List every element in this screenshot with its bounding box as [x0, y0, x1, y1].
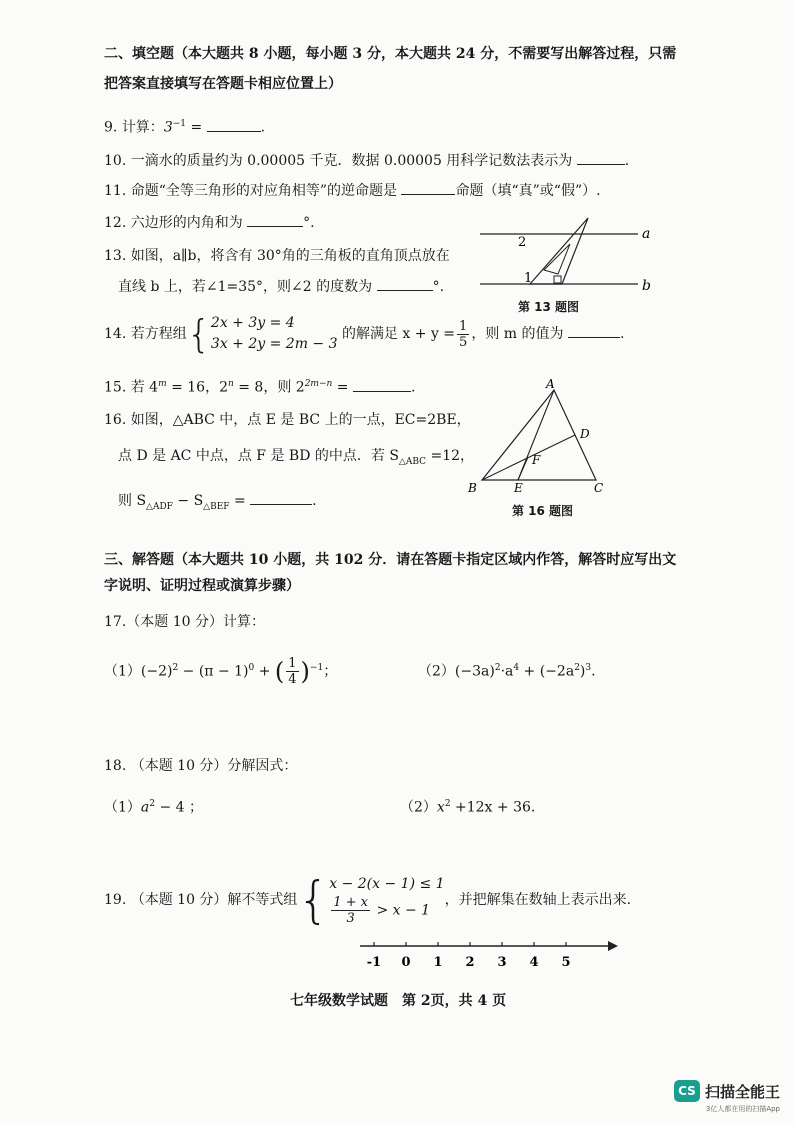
q19-brace: {: [297, 871, 330, 929]
vertex-c-label: C: [594, 481, 604, 495]
tick-label: -1: [366, 955, 382, 970]
question-16-line1: 16. 如图，△ABC 中，点 E 是 BC 上的一点，EC=2BE，: [104, 412, 471, 428]
q15-m: m: [158, 379, 167, 389]
tick-label: 3: [497, 955, 507, 970]
q17-p2-d: ): [579, 663, 586, 680]
q14-mid: 的解满足 x + y =: [341, 326, 456, 342]
section3-title-line1: 三、解答题（本大题共 10 小题，共 102 分．请在答题卡指定区域内作答，解答时应写出文: [104, 552, 677, 568]
q9-answer-blank[interactable]: [207, 117, 261, 132]
figure-13-caption: 第 13 题图: [518, 300, 580, 314]
q14-num: 14. 若方程组: [104, 326, 187, 342]
q19-frac-den: 3: [346, 911, 355, 926]
q14-frac-num: 1: [459, 318, 468, 334]
q19-ineq2: [329, 895, 444, 926]
q19-fraction: [331, 895, 370, 926]
section2-title-line1: 二、填空题（本大题共 8 小题，每小题 3 分，本大题共 24 分，不需要写出解答过程，只需: [104, 46, 677, 62]
q17-p2-c: + (−2a: [519, 663, 575, 680]
q15-text1: 15. 若 4: [104, 379, 159, 396]
question-16-line2: [118, 446, 474, 472]
camscanner-name: 扫描全能王: [704, 1082, 780, 1101]
point-d-label: D: [580, 427, 590, 441]
camscanner-watermark: [674, 1080, 780, 1113]
q17-p2-d-exp: 3: [585, 663, 592, 673]
q13-line2-text: 直线 b 上，若∠1=35°，则∠2 的度数为: [118, 279, 373, 295]
q17-p2-a-exp: 2: [494, 663, 501, 673]
label-b: b: [642, 278, 651, 294]
q16-answer-blank[interactable]: [250, 490, 312, 505]
q17-p1-end: ；: [323, 663, 338, 680]
question-18-part2: [400, 794, 535, 818]
camscanner-slogan: 3亿人都在用的扫描App: [705, 1105, 780, 1113]
number-line: [350, 930, 620, 974]
section3-title-line2: 字说明、证明过程或演算步骤）: [104, 578, 300, 594]
q17-p2-label: （2）: [418, 663, 455, 680]
q19-ineq1: x − 2(x − 1) ≤ 1: [329, 876, 445, 892]
q18-p2-b: +12x + 36.: [450, 799, 536, 816]
question-15: 15. 若 $4^m = 16$，$2^n = 8$，则 $2^{2m-n}$ = .: [104, 374, 415, 398]
segment-bd: [482, 435, 575, 480]
q9-text: 计算：: [121, 119, 164, 136]
question-17-head: 17.（本题 10 分）计算：: [104, 614, 265, 630]
point-f-label: F: [532, 453, 541, 467]
q17-p2-a: (−3a): [454, 663, 495, 680]
q13-tail: °.: [432, 279, 445, 295]
vertex-b-label: B: [468, 481, 477, 495]
q11-text: 11. 命题“全等三角形的对应角相等”的逆命题是: [104, 183, 398, 199]
q15-text4: =: [332, 379, 349, 396]
question-13-line1: 13. 如图，a∥b，将含有 30°角的三角板的直角顶点放在: [104, 248, 450, 264]
q18-p1-a: a: [140, 799, 150, 816]
triangle-ruler-inner: [544, 244, 570, 274]
q18-p2-label: （2）: [400, 799, 437, 816]
q19-ineq2-tail: > x − 1: [372, 902, 431, 919]
q13-answer-blank[interactable]: [377, 276, 433, 291]
vertex-a-label: A: [546, 377, 555, 391]
q17-p2-end: .: [591, 663, 596, 680]
question-17-part1: [104, 648, 337, 692]
figure-16: [462, 376, 612, 496]
camscanner-badge-icon: CS: [674, 1080, 700, 1102]
q17-p1-a: (−2): [140, 663, 173, 680]
figure-16-caption: 第 16 题图: [512, 504, 574, 518]
q19-head: 19. （本题 10 分）解不等式组: [104, 892, 298, 908]
question-19: [104, 870, 631, 930]
question-12: [104, 212, 315, 233]
q15-n: n: [227, 379, 234, 389]
tick-label: 0: [401, 955, 411, 970]
q14-frac-den: 5: [459, 334, 468, 350]
q12-tail: °.: [303, 215, 315, 231]
q15-exp: 2m−n: [304, 379, 333, 389]
question-9: 9. 计算：$3^{-1}$ = .: [104, 114, 265, 138]
q17-fraction: [286, 656, 298, 687]
q17-p2-b: ·a: [500, 663, 514, 680]
q9-base: 3: [163, 119, 173, 136]
q12-answer-blank[interactable]: [247, 212, 303, 227]
q17-p1-c-exp: −1: [309, 663, 324, 673]
q14-brace: {: [186, 312, 211, 356]
q15-text2: = 16，2: [166, 379, 228, 396]
question-18-part1: [104, 794, 203, 818]
question-17-part2: [418, 648, 596, 692]
question-11: [104, 180, 601, 201]
q10-text: 10. 一滴水的质量约为 0.00005 千克．数据 0.00005 用科学记数法表示为: [104, 153, 573, 169]
number-line-arrow: [608, 941, 618, 951]
figure-13: [470, 210, 660, 300]
question-14: 14. 若方程组{ 2x + 3y = 4 3x + 2y = 2m − 3 的解满足 x + y = $\frac{1}{5}$ ，则 m 的值为 .: [104, 312, 625, 356]
q14-tail: ，则 m 的值为: [471, 326, 564, 342]
tick-label: 2: [465, 955, 475, 970]
q14-eq2: 3x + 2y = 2m − 3: [210, 336, 338, 352]
q17-p1-label: （1）: [104, 663, 141, 680]
q9-exp: −1: [172, 119, 187, 129]
tick-label: 5: [561, 955, 571, 970]
q18-p1-exp: 2: [149, 799, 156, 809]
q16-sub-bef: △BEF: [203, 501, 230, 512]
q14-eq1: 2x + 3y = 4: [210, 315, 295, 331]
q18-p2-a: x: [436, 799, 445, 816]
q14-fraction: [457, 319, 469, 350]
tick-label: 1: [433, 955, 443, 970]
question-18-head: 18. （本题 10 分）分解因式：: [104, 758, 298, 774]
q15-answer-blank[interactable]: [353, 377, 411, 392]
q16-line2-text: 点 D 是 AC 中点，点 F 是 BD 的中点．若 S: [118, 448, 399, 464]
q16-line3c: =: [229, 493, 246, 509]
q18-p2-exp: 2: [444, 799, 451, 809]
q16-line3b: − S: [172, 493, 204, 509]
q17-p1-b: − (π − 1): [178, 663, 249, 680]
angle-2-label: 2: [518, 235, 527, 250]
q19-system: [329, 874, 444, 926]
q15-text3: = 8，则 2: [233, 379, 305, 396]
q9-eq: =: [186, 119, 203, 136]
point-e-label: E: [514, 481, 523, 495]
tick-label: 4: [529, 955, 539, 970]
q18-p1-b: − 4 ；: [155, 799, 204, 816]
right-angle-mark: [554, 276, 561, 283]
q17-p2-c-exp: 2: [574, 663, 580, 673]
q17-frac-num: 1: [288, 656, 297, 672]
q12-text: 12. 六边形的内角和为: [104, 215, 243, 231]
q17-paren-close: ): [300, 657, 310, 686]
question-13-line2: [118, 276, 444, 297]
q17-p2-b-exp: 4: [513, 663, 520, 673]
q19-tail: ，并把解集在数轴上表示出来.: [444, 892, 632, 908]
triangle-ruler: [530, 218, 588, 284]
q16-sub-adf: △ADF: [146, 501, 173, 512]
q16-sub-abc: △ABC: [398, 456, 427, 467]
q11-answer-blank[interactable]: [401, 180, 455, 195]
q11-tail: 命题（填“真”或“假”）.: [455, 183, 601, 199]
angle-1-label: 1: [524, 271, 533, 286]
q14-answer-blank[interactable]: [568, 323, 620, 338]
q17-p1-a-exp: 2: [172, 663, 179, 673]
q17-p1-c: +: [254, 663, 275, 680]
q19-frac-num: 1 + x: [333, 895, 369, 910]
q14-system: [211, 313, 338, 355]
page-footer: 七年级数学试题 第 2页，共 4 页: [290, 993, 507, 1009]
section2-title-line2: 把答案直接填写在答题卡相应位置上）: [104, 76, 342, 92]
q9-num: 9.: [104, 119, 118, 136]
label-a: a: [642, 226, 651, 242]
q16-line3a: 则 S: [118, 493, 147, 509]
q17-p1-b-exp: 0: [248, 663, 255, 673]
question-10: 10. 一滴水的质量约为 0.00005 千克．数据 0.00005 用科学记数法表示为 .: [104, 150, 629, 171]
q17-frac-den: 4: [288, 672, 297, 688]
question-16-line3: 则 $S_{\triangle ADF} - S_{\triangle BEF}$ = .: [118, 490, 317, 517]
q16-line2b: =12，: [426, 448, 475, 464]
q10-answer-blank[interactable]: [577, 150, 625, 165]
q17-paren-open: (: [274, 657, 285, 686]
q18-p1-label: （1）: [104, 799, 141, 816]
